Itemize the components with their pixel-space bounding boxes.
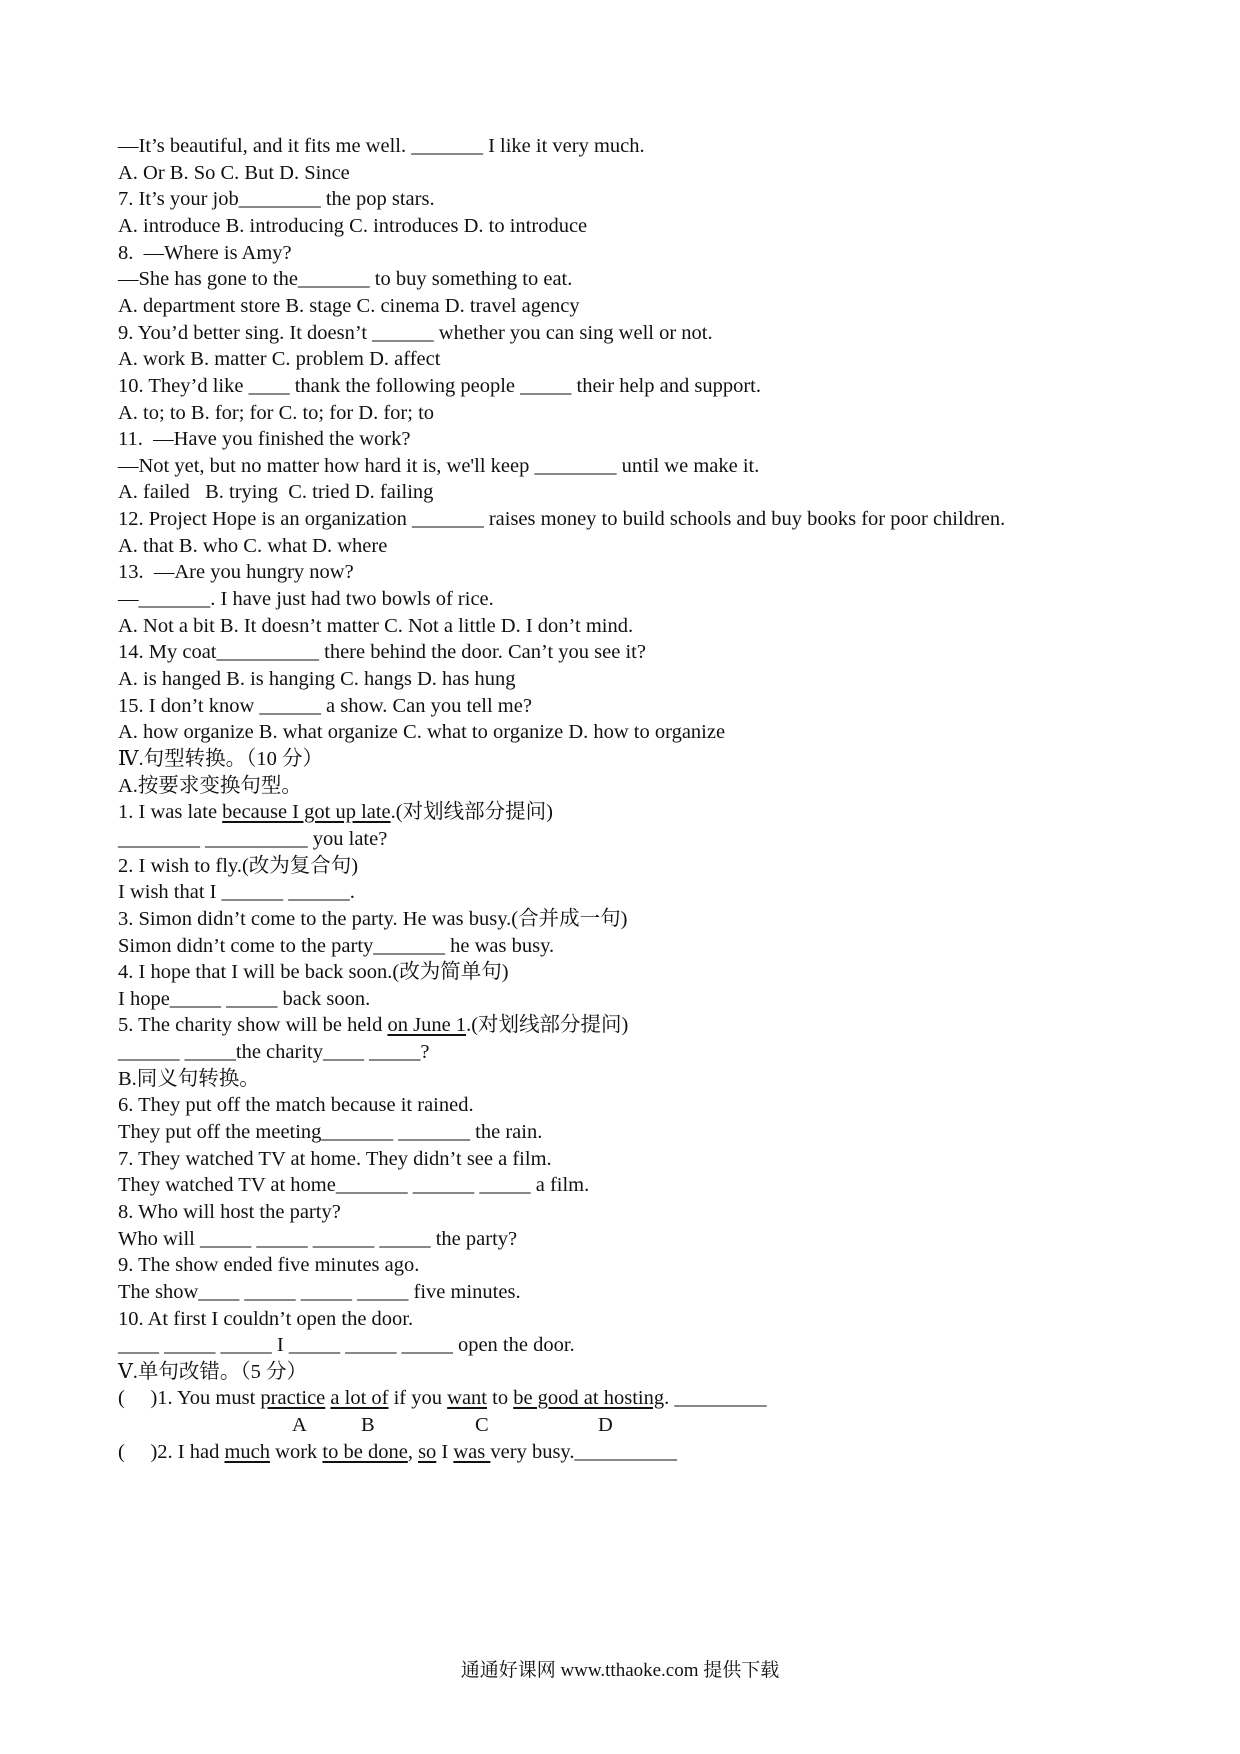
text-line-3: 7. It’s your job________ the pop stars. (118, 188, 435, 211)
text-line-9: A. work B. matter C. problem D. affect (118, 348, 441, 371)
error-option-a: practice (260, 1387, 326, 1409)
question-5: 5. The charity show will be held on June 1.(对划线部分提问) (118, 1014, 629, 1036)
error-option-a: much (224, 1441, 271, 1463)
error-option-d: was (453, 1441, 491, 1463)
transform-line-b-13: Ⅴ.单句改错。（5 分） (118, 1360, 308, 1383)
text-line-24: Ⅳ.句型转换。（10 分） (118, 747, 323, 770)
transform-line-b-3: 6. They put off the match because it rained. (118, 1094, 474, 1117)
text-line-7: A. department store B. stage C. cinema D. travel agency (118, 294, 580, 317)
transform-line-3: I wish that I ______ ______. (118, 881, 355, 904)
error-option-b: to be done (322, 1441, 408, 1463)
option-label-b: B (361, 1414, 375, 1436)
transform-line-b-9: 9. The show ended five minutes ago. (118, 1254, 420, 1277)
transform-line-b-11: 10. At first I couldn’t open the door. (118, 1307, 414, 1330)
transform-line-b-6: They watched TV at home_______ ______ _____ a film. (118, 1174, 590, 1197)
text-line-17: 13. —Are you hungry now? (118, 561, 354, 584)
transform-line-b-7: 8. Who will host the party? (118, 1200, 341, 1223)
transform-line-b-10: The show____ _____ _____ _____ five minutes. (118, 1280, 521, 1303)
transform-line-4: 3. Simon didn’t come to the party. He was busy.(合并成一句) (118, 907, 628, 930)
option-label-c: C (475, 1414, 489, 1436)
transform-line-1: ________ __________ you late? (118, 828, 388, 850)
option-label-a: A (292, 1414, 307, 1436)
transform-line-b-12: ____ _____ _____ I _____ _____ _____ open the door. (118, 1334, 575, 1357)
transform-line-b-8: Who will _____ _____ ______ _____ the party? (118, 1227, 518, 1250)
text-line-10: 10. They’d like ____ thank the following people _____ their help and support. (118, 374, 761, 397)
text-line-19: A. Not a bit B. It doesn’t matter C. Not a little D. I don’t mind. (118, 614, 634, 637)
text-line-20: 14. My coat__________ there behind the door. Can’t you see it? (118, 641, 646, 664)
error-option-c: so (418, 1441, 437, 1463)
error-correction-1: ( )1. You must practice a lot of if you want to be good at hosting. _________ (118, 1387, 767, 1409)
text-line-11: A. to; to B. for; for C. to; for D. for; to (118, 401, 435, 424)
transform-line-b-1: ______ _____the charity____ _____? (118, 1041, 430, 1063)
text-line-8: 9. You’d better sing. It doesn’t ______ whether you can sing well or not. (118, 321, 713, 344)
transform-line-b-5: 7. They watched TV at home. They didn’t see a film. (118, 1147, 552, 1170)
error-option-c: want (447, 1387, 487, 1409)
text-line-1: —It’s beautiful, and it fits me well. _______ I like it very much. (118, 135, 645, 157)
underlined-part: on June 1 (387, 1014, 467, 1036)
error-option-d: be good at hosting (513, 1387, 665, 1409)
transform-line-5: Simon didn’t come to the party_______ he was busy. (118, 934, 555, 957)
footer-source: 通通好课网 www.tthaoke.com 提供下载 (460, 1660, 780, 1681)
text-line-4: A. introduce B. introducing C. introduces D. to introduce (118, 214, 588, 237)
text-line-18: —_______. I have just had two bowls of rice. (118, 588, 494, 611)
text-line-14: A. failed B. trying C. tried D. failing (118, 481, 434, 504)
text-line-2: A. Or B. So C. But D. Since (118, 161, 350, 184)
text-line-12: 11. —Have you finished the work? (118, 428, 411, 451)
text-line-25: A.按要求变换句型。 (118, 774, 302, 797)
error-correction-2: ( )2. I had much work to be done, so I was very busy.__________ (118, 1441, 677, 1463)
text-line-6: —She has gone to the_______ to buy something to eat. (118, 268, 573, 291)
transform-line-b-4: They put off the meeting_______ _______ the rain. (118, 1120, 543, 1143)
text-line-16: A. that B. who C. what D. where (118, 534, 388, 557)
transform-line-2: 2. I wish to fly.(改为复合句) (118, 854, 359, 877)
option-label-d: D (598, 1414, 613, 1436)
text-line-5: 8. —Where is Amy? (118, 241, 292, 264)
text-line-23: A. how organize B. what organize C. what to organize D. how to organize (118, 721, 726, 744)
text-line-22: 15. I don’t know ______ a show. Can you tell me? (118, 694, 532, 717)
underlined-part: because I got up late (222, 801, 391, 823)
text-line-21: A. is hanged B. is hanging C. hangs D. has hung (118, 668, 516, 690)
transform-line-7: I hope_____ _____ back soon. (118, 987, 371, 1010)
transform-line-6: 4. I hope that I will be back soon.(改为简单句) (118, 961, 509, 984)
text-line-13: —Not yet, but no matter how hard it is, we'll keep ________ until we make it. (118, 454, 760, 477)
text-line-15: 12. Project Hope is an organization _______ raises money to build schools and buy books for poor children. (118, 508, 1006, 531)
transform-line-b-2: B.同义句转换。 (118, 1067, 260, 1090)
question-1: 1. I was late because I got up late.(对划线部分提问) (118, 801, 553, 823)
error-option-b: a lot of (330, 1387, 389, 1409)
